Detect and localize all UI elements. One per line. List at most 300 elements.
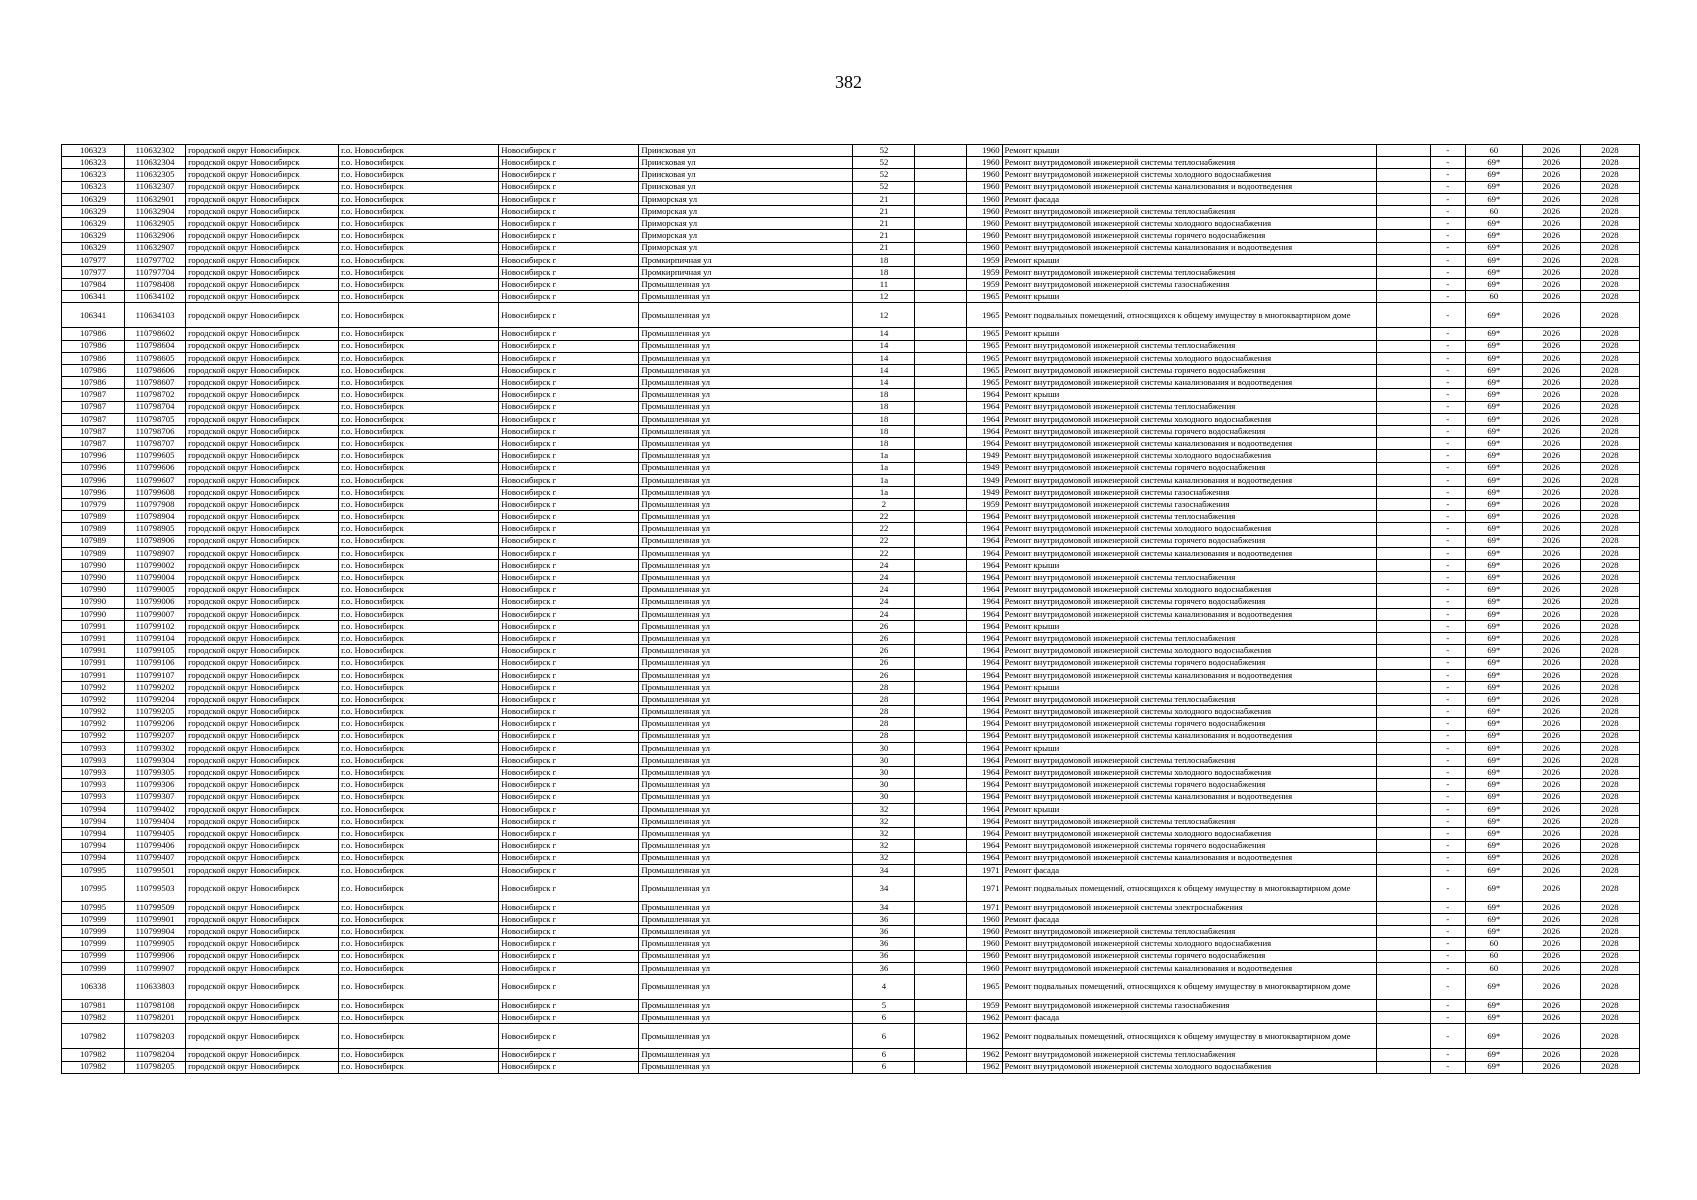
house-id-cell: 107986 <box>62 365 125 377</box>
year-cell: 1964 <box>966 706 1002 718</box>
street-cell: Промышленная ул <box>639 328 853 340</box>
house-id-cell: 107987 <box>62 413 125 425</box>
street-cell: Промышленная ул <box>639 547 853 559</box>
municipality-cell: городской округ Новосибирск <box>186 767 339 779</box>
extra-cell <box>1376 169 1430 181</box>
settlement-cell: Новосибирск г <box>499 205 639 217</box>
street-cell: Промышленная ул <box>639 779 853 791</box>
municipality-cell: городской округ Новосибирск <box>186 425 339 437</box>
municipality-cell: городской округ Новосибирск <box>186 706 339 718</box>
cost-cell: 69* <box>1465 365 1522 377</box>
end-year-cell: 2028 <box>1580 181 1639 193</box>
house-number-cell: 30 <box>853 791 915 803</box>
settlement-cell: Новосибирск г <box>499 1024 639 1049</box>
end-year-cell: 2028 <box>1580 950 1639 962</box>
work-type-cell: Ремонт внутридомовой инженерной системы холодного водоснабжения <box>1002 523 1376 535</box>
city-district-cell: г.о. Новосибирск <box>339 633 499 645</box>
year-cell: 1964 <box>966 803 1002 815</box>
work-code-cell: 110798707 <box>125 438 186 450</box>
year-cell: 1965 <box>966 340 1002 352</box>
table-row <box>62 254 1640 266</box>
work-code-cell: 110798108 <box>125 1000 186 1012</box>
work-type-cell: Ремонт внутридомовой инженерной системы холодного водоснабжения <box>1002 828 1376 840</box>
work-code-cell: 110632907 <box>125 242 186 254</box>
work-type-cell: Ремонт внутридомовой инженерной системы холодного водоснабжения <box>1002 706 1376 718</box>
municipality-cell: городской округ Новосибирск <box>186 645 339 657</box>
work-code-cell: 110799901 <box>125 914 186 926</box>
house-id-cell: 107977 <box>62 254 125 266</box>
cost-cell: 69* <box>1465 596 1522 608</box>
building-cell <box>915 596 966 608</box>
work-type-cell: Ремонт внутридомовой инженерной системы канализования и водоотведения <box>1002 962 1376 974</box>
end-year-cell: 2028 <box>1580 755 1639 767</box>
dash-cell: - <box>1430 535 1465 547</box>
settlement-cell: Новосибирск г <box>499 828 639 840</box>
work-type-cell: Ремонт внутридомовой инженерной системы горячего водоснабжения <box>1002 718 1376 730</box>
year-cell: 1964 <box>966 535 1002 547</box>
cost-cell: 60 <box>1465 962 1522 974</box>
street-cell: Приморская ул <box>639 218 853 230</box>
table-row <box>62 450 1640 462</box>
city-district-cell: г.о. Новосибирск <box>339 242 499 254</box>
building-cell <box>915 584 966 596</box>
city-district-cell: г.о. Новосибирск <box>339 328 499 340</box>
cost-cell: 69* <box>1465 779 1522 791</box>
work-type-cell: Ремонт внутридомовой инженерной системы горячего водоснабжения <box>1002 779 1376 791</box>
dash-cell: - <box>1430 1012 1465 1024</box>
work-code-cell: 110798605 <box>125 352 186 364</box>
start-year-cell: 2026 <box>1522 499 1580 511</box>
cost-cell: 69* <box>1465 486 1522 498</box>
street-cell: Промышленная ул <box>639 852 853 864</box>
table-row <box>62 218 1640 230</box>
extra-cell <box>1376 742 1430 754</box>
house-number-cell: 32 <box>853 840 915 852</box>
street-cell: Промышленная ул <box>639 1024 853 1049</box>
municipality-cell: городской округ Новосибирск <box>186 365 339 377</box>
city-district-cell: г.о. Новосибирск <box>339 340 499 352</box>
dash-cell: - <box>1430 181 1465 193</box>
house-number-cell: 2 <box>853 499 915 511</box>
year-cell: 1960 <box>966 962 1002 974</box>
work-code-cell: 110799905 <box>125 938 186 950</box>
building-cell <box>915 1049 966 1061</box>
cost-cell: 69* <box>1465 389 1522 401</box>
house-number-cell: 1а <box>853 462 915 474</box>
table-row <box>62 938 1640 950</box>
house-id-cell: 107992 <box>62 694 125 706</box>
street-cell: Промышленная ул <box>639 365 853 377</box>
building-cell <box>915 791 966 803</box>
table-row <box>62 572 1640 584</box>
work-code-cell: 110799207 <box>125 730 186 742</box>
settlement-cell: Новосибирск г <box>499 535 639 547</box>
dash-cell: - <box>1430 474 1465 486</box>
work-type-cell: Ремонт внутридомовой инженерной системы горячего водоснабжения <box>1002 425 1376 437</box>
municipality-cell: городской округ Новосибирск <box>186 864 339 876</box>
settlement-cell: Новосибирск г <box>499 145 639 157</box>
house-id-cell: 107989 <box>62 523 125 535</box>
building-cell <box>915 266 966 278</box>
settlement-cell: Новосибирск г <box>499 584 639 596</box>
table-row <box>62 1012 1640 1024</box>
year-cell: 1964 <box>966 681 1002 693</box>
street-cell: Приморская ул <box>639 205 853 217</box>
work-code-cell: 110799102 <box>125 620 186 632</box>
dash-cell: - <box>1430 914 1465 926</box>
extra-cell <box>1376 425 1430 437</box>
municipality-cell: городской округ Новосибирск <box>186 1061 339 1073</box>
settlement-cell: Новосибирск г <box>499 779 639 791</box>
table-row <box>62 681 1640 693</box>
end-year-cell: 2028 <box>1580 438 1639 450</box>
year-cell: 1964 <box>966 572 1002 584</box>
table-row <box>62 596 1640 608</box>
municipality-cell: городской округ Новосибирск <box>186 876 339 901</box>
work-type-cell: Ремонт внутридомовой инженерной системы горячего водоснабжения <box>1002 462 1376 474</box>
house-number-cell: 28 <box>853 681 915 693</box>
work-code-cell: 110632304 <box>125 157 186 169</box>
extra-cell <box>1376 401 1430 413</box>
extra-cell <box>1376 535 1430 547</box>
work-code-cell: 110799004 <box>125 572 186 584</box>
municipality-cell: городской округ Новосибирск <box>186 560 339 572</box>
dash-cell: - <box>1430 425 1465 437</box>
cost-cell: 60 <box>1465 291 1522 303</box>
street-cell: Промышленная ул <box>639 876 853 901</box>
settlement-cell: Новосибирск г <box>499 950 639 962</box>
street-cell: Промышленная ул <box>639 1049 853 1061</box>
extra-cell <box>1376 474 1430 486</box>
end-year-cell: 2028 <box>1580 401 1639 413</box>
house-id-cell: 107994 <box>62 852 125 864</box>
work-code-cell: 110798201 <box>125 1012 186 1024</box>
year-cell: 1962 <box>966 1024 1002 1049</box>
end-year-cell: 2028 <box>1580 303 1639 328</box>
start-year-cell: 2026 <box>1522 377 1580 389</box>
building-cell <box>915 755 966 767</box>
end-year-cell: 2028 <box>1580 499 1639 511</box>
house-number-cell: 52 <box>853 145 915 157</box>
end-year-cell: 2028 <box>1580 328 1639 340</box>
start-year-cell: 2026 <box>1522 608 1580 620</box>
start-year-cell: 2026 <box>1522 535 1580 547</box>
settlement-cell: Новосибирск г <box>499 755 639 767</box>
table-row <box>62 169 1640 181</box>
house-number-cell: 24 <box>853 596 915 608</box>
house-id-cell: 107987 <box>62 425 125 437</box>
extra-cell <box>1376 291 1430 303</box>
municipality-cell: городской округ Новосибирск <box>186 169 339 181</box>
cost-cell: 69* <box>1465 926 1522 938</box>
cost-cell: 69* <box>1465 645 1522 657</box>
work-code-cell: 110799606 <box>125 462 186 474</box>
end-year-cell: 2028 <box>1580 535 1639 547</box>
municipality-cell: городской округ Новосибирск <box>186 303 339 328</box>
table-row <box>62 303 1640 328</box>
work-code-cell: 110799503 <box>125 876 186 901</box>
year-cell: 1964 <box>966 840 1002 852</box>
work-type-cell: Ремонт внутридомовой инженерной системы горячего водоснабжения <box>1002 596 1376 608</box>
dash-cell: - <box>1430 1061 1465 1073</box>
house-number-cell: 6 <box>853 1061 915 1073</box>
street-cell: Промышленная ул <box>639 730 853 742</box>
dash-cell: - <box>1430 1024 1465 1049</box>
cost-cell: 69* <box>1465 584 1522 596</box>
house-number-cell: 14 <box>853 328 915 340</box>
year-cell: 1965 <box>966 291 1002 303</box>
settlement-cell: Новосибирск г <box>499 169 639 181</box>
table-row <box>62 926 1640 938</box>
cost-cell: 69* <box>1465 242 1522 254</box>
municipality-cell: городской округ Новосибирск <box>186 547 339 559</box>
house-id-cell: 107993 <box>62 779 125 791</box>
municipality-cell: городской округ Новосибирск <box>186 511 339 523</box>
work-code-cell: 110799404 <box>125 815 186 827</box>
start-year-cell: 2026 <box>1522 560 1580 572</box>
building-cell <box>915 815 966 827</box>
house-number-cell: 5 <box>853 1000 915 1012</box>
cost-cell: 69* <box>1465 401 1522 413</box>
house-number-cell: 21 <box>853 218 915 230</box>
dash-cell: - <box>1430 401 1465 413</box>
end-year-cell: 2028 <box>1580 205 1639 217</box>
municipality-cell: городской округ Новосибирск <box>186 840 339 852</box>
settlement-cell: Новосибирск г <box>499 742 639 754</box>
cost-cell: 60 <box>1465 938 1522 950</box>
municipality-cell: городской округ Новосибирск <box>186 1000 339 1012</box>
table-row <box>62 291 1640 303</box>
end-year-cell: 2028 <box>1580 657 1639 669</box>
street-cell: Приисковая ул <box>639 181 853 193</box>
municipality-cell: городской округ Новосибирск <box>186 596 339 608</box>
end-year-cell: 2028 <box>1580 767 1639 779</box>
end-year-cell: 2028 <box>1580 511 1639 523</box>
extra-cell <box>1376 669 1430 681</box>
cost-cell: 69* <box>1465 791 1522 803</box>
street-cell: Приисковая ул <box>639 169 853 181</box>
city-district-cell: г.о. Новосибирск <box>339 254 499 266</box>
work-code-cell: 110799406 <box>125 840 186 852</box>
street-cell: Промышленная ул <box>639 1061 853 1073</box>
house-id-cell: 107993 <box>62 791 125 803</box>
end-year-cell: 2028 <box>1580 157 1639 169</box>
house-id-cell: 107982 <box>62 1049 125 1061</box>
house-number-cell: 34 <box>853 876 915 901</box>
house-id-cell: 107989 <box>62 547 125 559</box>
city-district-cell: г.о. Новосибирск <box>339 657 499 669</box>
work-code-cell: 110799304 <box>125 755 186 767</box>
house-number-cell: 28 <box>853 730 915 742</box>
extra-cell <box>1376 791 1430 803</box>
cost-cell: 69* <box>1465 511 1522 523</box>
settlement-cell: Новосибирск г <box>499 803 639 815</box>
building-cell <box>915 742 966 754</box>
start-year-cell: 2026 <box>1522 938 1580 950</box>
building-cell <box>915 181 966 193</box>
start-year-cell: 2026 <box>1522 1000 1580 1012</box>
house-id-cell: 107994 <box>62 840 125 852</box>
building-cell <box>915 352 966 364</box>
dash-cell: - <box>1430 596 1465 608</box>
cost-cell: 69* <box>1465 193 1522 205</box>
work-code-cell: 110797704 <box>125 266 186 278</box>
work-type-cell: Ремонт внутридомовой инженерной системы холодного водоснабжения <box>1002 645 1376 657</box>
extra-cell <box>1376 1061 1430 1073</box>
extra-cell <box>1376 377 1430 389</box>
house-number-cell: 21 <box>853 230 915 242</box>
settlement-cell: Новосибирск г <box>499 328 639 340</box>
extra-cell <box>1376 852 1430 864</box>
work-code-cell: 110799107 <box>125 669 186 681</box>
extra-cell <box>1376 413 1430 425</box>
building-cell <box>915 486 966 498</box>
end-year-cell: 2028 <box>1580 1061 1639 1073</box>
extra-cell <box>1376 340 1430 352</box>
table-row <box>62 145 1640 157</box>
settlement-cell: Новосибирск г <box>499 926 639 938</box>
year-cell: 1960 <box>966 205 1002 217</box>
dash-cell: - <box>1430 803 1465 815</box>
end-year-cell: 2028 <box>1580 779 1639 791</box>
table-row <box>62 657 1640 669</box>
house-id-cell: 107987 <box>62 401 125 413</box>
dash-cell: - <box>1430 791 1465 803</box>
street-cell: Промышленная ул <box>639 279 853 291</box>
work-type-cell: Ремонт внутридомовой инженерной системы теплоснабжения <box>1002 205 1376 217</box>
extra-cell <box>1376 706 1430 718</box>
end-year-cell: 2028 <box>1580 840 1639 852</box>
city-district-cell: г.о. Новосибирск <box>339 413 499 425</box>
building-cell <box>915 523 966 535</box>
city-district-cell: г.о. Новосибирск <box>339 620 499 632</box>
extra-cell <box>1376 950 1430 962</box>
start-year-cell: 2026 <box>1522 365 1580 377</box>
start-year-cell: 2026 <box>1522 547 1580 559</box>
work-code-cell: 110799501 <box>125 864 186 876</box>
table-row <box>62 620 1640 632</box>
city-district-cell: г.о. Новосибирск <box>339 815 499 827</box>
city-district-cell: г.о. Новосибирск <box>339 828 499 840</box>
house-id-cell: 107995 <box>62 901 125 913</box>
street-cell: Промышленная ул <box>639 450 853 462</box>
house-id-cell: 107993 <box>62 755 125 767</box>
house-number-cell: 32 <box>853 852 915 864</box>
house-id-cell: 106323 <box>62 181 125 193</box>
end-year-cell: 2028 <box>1580 1012 1639 1024</box>
work-type-cell: Ремонт внутридомовой инженерной системы теплоснабжения <box>1002 926 1376 938</box>
end-year-cell: 2028 <box>1580 254 1639 266</box>
city-district-cell: г.о. Новосибирск <box>339 767 499 779</box>
settlement-cell: Новосибирск г <box>499 389 639 401</box>
building-cell <box>915 205 966 217</box>
work-code-cell: 110798604 <box>125 340 186 352</box>
building-cell <box>915 450 966 462</box>
municipality-cell: городской округ Новосибирск <box>186 291 339 303</box>
table-row <box>62 438 1640 450</box>
street-cell: Промышленная ул <box>639 901 853 913</box>
work-type-cell: Ремонт внутридомовой инженерной системы теплоснабжения <box>1002 511 1376 523</box>
city-district-cell: г.о. Новосибирск <box>339 205 499 217</box>
end-year-cell: 2028 <box>1580 815 1639 827</box>
municipality-cell: городской округ Новосибирск <box>186 914 339 926</box>
dash-cell: - <box>1430 742 1465 754</box>
house-id-cell: 107991 <box>62 645 125 657</box>
start-year-cell: 2026 <box>1522 730 1580 742</box>
dash-cell: - <box>1430 864 1465 876</box>
house-number-cell: 30 <box>853 767 915 779</box>
municipality-cell: городской округ Новосибирск <box>186 499 339 511</box>
year-cell: 1964 <box>966 694 1002 706</box>
work-type-cell: Ремонт внутридомовой инженерной системы теплоснабжения <box>1002 755 1376 767</box>
extra-cell <box>1376 450 1430 462</box>
building-cell <box>915 572 966 584</box>
house-number-cell: 1а <box>853 486 915 498</box>
extra-cell <box>1376 681 1430 693</box>
year-cell: 1960 <box>966 950 1002 962</box>
start-year-cell: 2026 <box>1522 852 1580 864</box>
house-number-cell: 52 <box>853 181 915 193</box>
house-id-cell: 107992 <box>62 706 125 718</box>
building-cell <box>915 547 966 559</box>
extra-cell <box>1376 767 1430 779</box>
work-type-cell: Ремонт внутридомовой инженерной системы канализования и водоотведения <box>1002 730 1376 742</box>
settlement-cell: Новосибирск г <box>499 864 639 876</box>
dash-cell: - <box>1430 462 1465 474</box>
end-year-cell: 2028 <box>1580 828 1639 840</box>
city-district-cell: г.о. Новосибирск <box>339 547 499 559</box>
house-number-cell: 21 <box>853 205 915 217</box>
table-row <box>62 706 1640 718</box>
street-cell: Промышленная ул <box>639 596 853 608</box>
table-row <box>62 864 1640 876</box>
work-type-cell: Ремонт подвальных помещений, относящихся к общему имуществу в многоквартирном доме <box>1002 1024 1376 1049</box>
work-type-cell: Ремонт внутридомовой инженерной системы канализования и водоотведения <box>1002 181 1376 193</box>
table-row <box>62 828 1640 840</box>
house-id-cell: 107990 <box>62 584 125 596</box>
municipality-cell: городской округ Новосибирск <box>186 901 339 913</box>
settlement-cell: Новосибирск г <box>499 620 639 632</box>
start-year-cell: 2026 <box>1522 1012 1580 1024</box>
end-year-cell: 2028 <box>1580 340 1639 352</box>
extra-cell <box>1376 620 1430 632</box>
cost-cell: 69* <box>1465 767 1522 779</box>
cost-cell: 69* <box>1465 560 1522 572</box>
settlement-cell: Новосибирск г <box>499 523 639 535</box>
cost-cell: 69* <box>1465 742 1522 754</box>
house-id-cell: 107991 <box>62 657 125 669</box>
start-year-cell: 2026 <box>1522 291 1580 303</box>
house-number-cell: 6 <box>853 1049 915 1061</box>
dash-cell: - <box>1430 962 1465 974</box>
year-cell: 1959 <box>966 279 1002 291</box>
start-year-cell: 2026 <box>1522 157 1580 169</box>
dash-cell: - <box>1430 950 1465 962</box>
table-row <box>62 181 1640 193</box>
end-year-cell: 2028 <box>1580 1000 1639 1012</box>
start-year-cell: 2026 <box>1522 572 1580 584</box>
year-cell: 1964 <box>966 815 1002 827</box>
cost-cell: 69* <box>1465 803 1522 815</box>
municipality-cell: городской округ Новосибирск <box>186 181 339 193</box>
extra-cell <box>1376 352 1430 364</box>
cost-cell: 69* <box>1465 633 1522 645</box>
start-year-cell: 2026 <box>1522 193 1580 205</box>
start-year-cell: 2026 <box>1522 1024 1580 1049</box>
table-body <box>62 145 1640 1074</box>
city-district-cell: г.о. Новосибирск <box>339 1000 499 1012</box>
settlement-cell: Новосибирск г <box>499 840 639 852</box>
